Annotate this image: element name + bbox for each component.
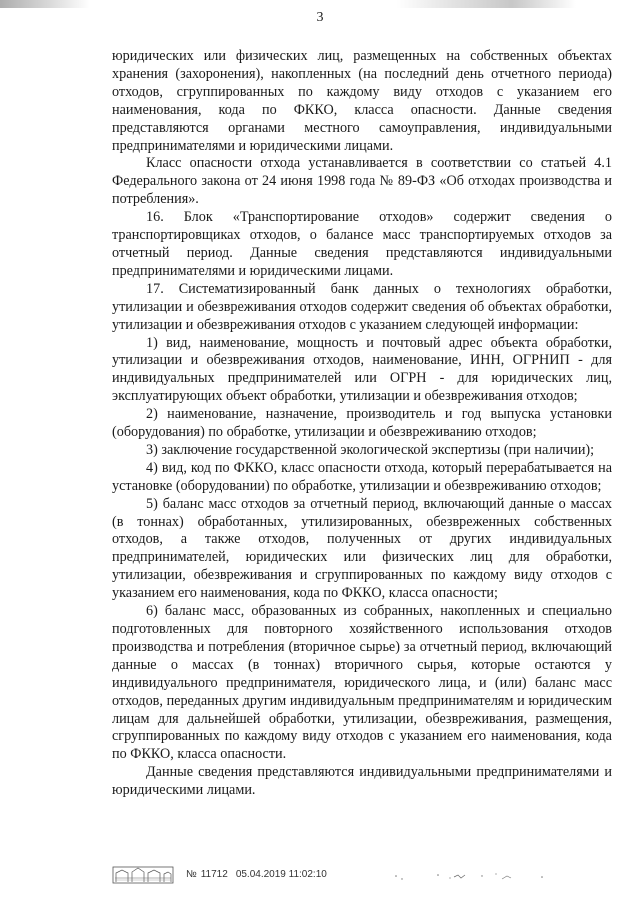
scan-edge-artifact <box>0 0 640 8</box>
list-item-2: 2) наименование, назначение, производитель и год выпуска установки (оборудования) по обработке, утилизации и обезвреживанию отходов; <box>112 406 612 441</box>
number-sign: № <box>186 869 197 880</box>
document-body <box>112 48 612 800</box>
list-item-3: 3) заключение государственной экологической экспертизы (при наличии); <box>146 441 595 458</box>
scan-noise <box>392 870 592 882</box>
registration-datetime: 05.04.2019 11:02:10 <box>235 869 327 880</box>
paragraph-closing-statement: Данные сведения представляются индивидуальными предпринимателями и юридическими лицами. <box>112 764 612 799</box>
paragraph-continuation: юридических или физических лиц, размещенных на собственных объектах хранения (захоронения), накопленных (на последний день отчетного периода) отходов, сгруппированных по каждому виду отходов с указанием его наименования, кода по ФККО, класса опасности. Данные сведения представляются органами местного самоуправления, индивидуальными предпринимателями и юридическими лицами. <box>112 48 612 154</box>
seal-stamp-icon <box>112 864 174 884</box>
list-item-6: 6) баланс масс, образованных из собранных, накопленных и специально подготовленных для повторного хозяйственного использования отходов производства и потребления (вторичное сырье) за отчетный период, включающий данные о массах (в тоннах) вторичного сырья, которые остаются у индивидуального предпринимателя, юридического лица, и (или) баланс масс отходов, переданных другим индивидуальным предпринимателям и юридическим лицам для дальнейшей обработки, утилизации, обезвреживания, размещения, сгруппированных по каждому виду отходов с указанием его наименования, кода по ФККО, класса опасности. <box>112 603 612 763</box>
page-number: 3 <box>316 10 324 25</box>
paragraph-16-transport-block: 16. Блок «Транспортирование отходов» содержит сведения о транспортировщиках отходов, о балансе масс транспортируемых отходов за отчетный период. Данные сведения представляются индивидуальными предпринимателями и юридическими лицами. <box>112 209 612 279</box>
list-item-5: 5) баланс масс отходов за отчетный период, включающий данные о массах (в тоннах) обработанных, утилизированных, обезвреженных собственных отходов, а также отходов, полученных от других индивидуальных предпринимателей, юридических или физических лиц для обработки, утилизации, обезвреживания и сгруппированных по каждому виду отходов с указанием его наименования, кода по ФККО, класса опасности; <box>112 495 612 602</box>
registration-number: 11712 <box>200 869 228 880</box>
registration-stamp <box>186 869 327 880</box>
registration-footer <box>112 864 612 886</box>
list-item-4: 4) вид, код по ФККО, класс опасности отхода, который перерабатывается на установке (оборудовании) по обработке, утилизации и обезвреживанию отходов; <box>112 459 612 494</box>
paragraph-hazard-class: Класс опасности отхода устанавливается в соответствии со статьей 4.1 Федерального закона от 24 июня 1998 года № 89-ФЗ «Об отходах производства и потребления». <box>112 155 612 208</box>
paragraph-17-data-bank: 17. Систематизированный банк данных о технологиях обработки, утилизации и обезвреживания отходов содержит сведения об объектах обработки, утилизации и обезвреживания отходов с указанием следующей информации: <box>112 280 612 333</box>
list-item-1: 1) вид, наименование, мощность и почтовый адрес объекта обработки, утилизации и обезвреживания отходов, наименование, ИНН, ОГРНИП - для индивидуальных предпринимателей или ОГРН - для юридических лиц, эксплуатирующих объект обработки, утилизации и обезвреживания отходов; <box>112 334 612 405</box>
